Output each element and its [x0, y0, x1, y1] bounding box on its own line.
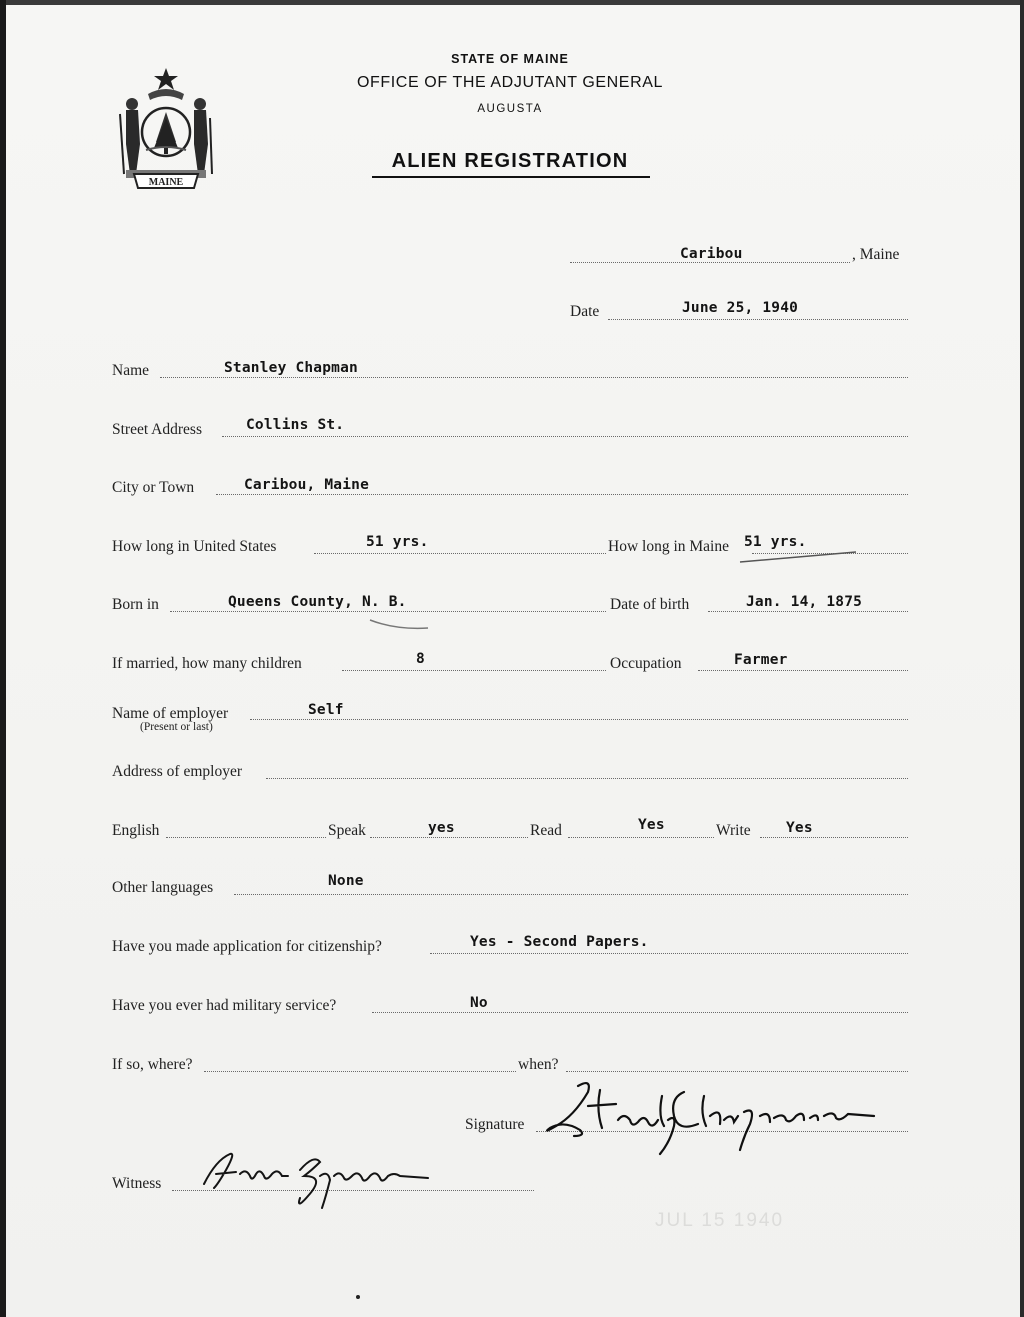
other-languages-label: Other languages: [112, 879, 214, 896]
name-dots: [160, 377, 908, 378]
write-dots: [760, 837, 908, 838]
how-long-maine-label: How long in Maine: [608, 538, 729, 555]
military-dots: [372, 1012, 908, 1013]
seal-text: MAINE: [148, 177, 184, 188]
city-dots: [216, 494, 908, 495]
street-address-value: Collins St.: [246, 417, 345, 433]
how-long-us-value: 51 yrs.: [366, 534, 429, 550]
citizenship-value: Yes - Second Papers.: [470, 934, 649, 950]
date-label: Date: [570, 303, 600, 320]
date-dots: [608, 319, 908, 320]
read-label: Read: [530, 822, 562, 839]
other-languages-value: None: [328, 873, 364, 889]
date-value: June 25, 1940: [682, 300, 799, 316]
dob-value: Jan. 14, 1875: [746, 594, 863, 610]
when-label: when?: [518, 1056, 559, 1073]
witness-label: Witness: [112, 1175, 162, 1192]
name-value: Stanley Chapman: [224, 360, 358, 376]
military-label: Have you ever had military service?: [112, 997, 337, 1014]
header-city: AUGUSTA: [477, 103, 543, 115]
born-in-dots: [170, 611, 606, 612]
where-dots: [204, 1071, 516, 1072]
header-office: OFFICE OF THE ADJUTANT GENERAL: [356, 74, 664, 91]
title-underline: [372, 176, 650, 178]
employer-value: Self: [308, 702, 344, 718]
speak-label: Speak: [328, 822, 366, 839]
where-label: If so, where?: [112, 1056, 193, 1073]
scan-edge-right: [1020, 0, 1024, 1317]
citizenship-dots: [430, 953, 908, 954]
employer-address-dots: [266, 778, 908, 779]
how-long-maine-value: 51 yrs.: [744, 534, 807, 550]
pencil-mark-icon: [736, 546, 866, 568]
speak-value: yes: [428, 820, 455, 836]
how-long-us-label: How long in United States: [112, 538, 277, 555]
scan-edge-left: [0, 0, 6, 1317]
children-value: 8: [416, 651, 425, 667]
read-value: Yes: [638, 817, 665, 833]
employer-label: Name of employer: [112, 705, 229, 722]
city-label: City or Town: [112, 479, 195, 496]
scan-edge-top: [0, 0, 1024, 5]
scan-speck: [356, 1295, 360, 1299]
when-dots: [566, 1071, 908, 1072]
street-address-label: Street Address: [112, 421, 202, 438]
military-value: No: [470, 995, 488, 1011]
town-value: Caribou: [680, 246, 743, 262]
city-value: Caribou, Maine: [244, 477, 370, 493]
children-dots: [342, 670, 606, 671]
witness-handwriting: [196, 1140, 456, 1216]
occupation-value: Farmer: [734, 652, 788, 668]
born-in-label: Born in: [112, 596, 159, 613]
english-dots: [166, 837, 326, 838]
signature-handwriting: [534, 1076, 904, 1160]
born-in-value: Queens County, N. B.: [228, 594, 407, 610]
write-label: Write: [716, 822, 751, 839]
maine-state-seal-icon: [112, 64, 220, 192]
employer-dots: [250, 719, 908, 720]
occupation-dots: [698, 670, 908, 671]
header-state: STATE OF MAINE: [451, 52, 569, 66]
other-languages-dots: [234, 894, 908, 895]
street-address-dots: [222, 436, 908, 437]
name-label: Name: [112, 362, 150, 379]
employer-sublabel: (Present or last): [140, 721, 213, 733]
signature-label: Signature: [465, 1116, 525, 1133]
employer-address-label: Address of employer: [112, 763, 242, 780]
children-label: If married, how many children: [112, 655, 302, 672]
english-label: English: [112, 822, 160, 839]
dob-label: Date of birth: [610, 596, 690, 613]
write-value: Yes: [786, 820, 813, 836]
read-dots: [568, 837, 714, 838]
speak-dots: [370, 837, 528, 838]
state-label: , Maine: [852, 246, 900, 263]
citizenship-label: Have you made application for citizenship?: [112, 938, 382, 955]
how-long-us-dots: [314, 553, 606, 554]
document-title: ALIEN REGISTRATION: [391, 150, 629, 172]
town-dots: [570, 262, 850, 263]
dob-dots: [708, 611, 908, 612]
received-stamp: JUL 15 1940: [655, 1210, 785, 1231]
occupation-label: Occupation: [610, 655, 682, 672]
pencil-mark-icon: [366, 614, 436, 634]
